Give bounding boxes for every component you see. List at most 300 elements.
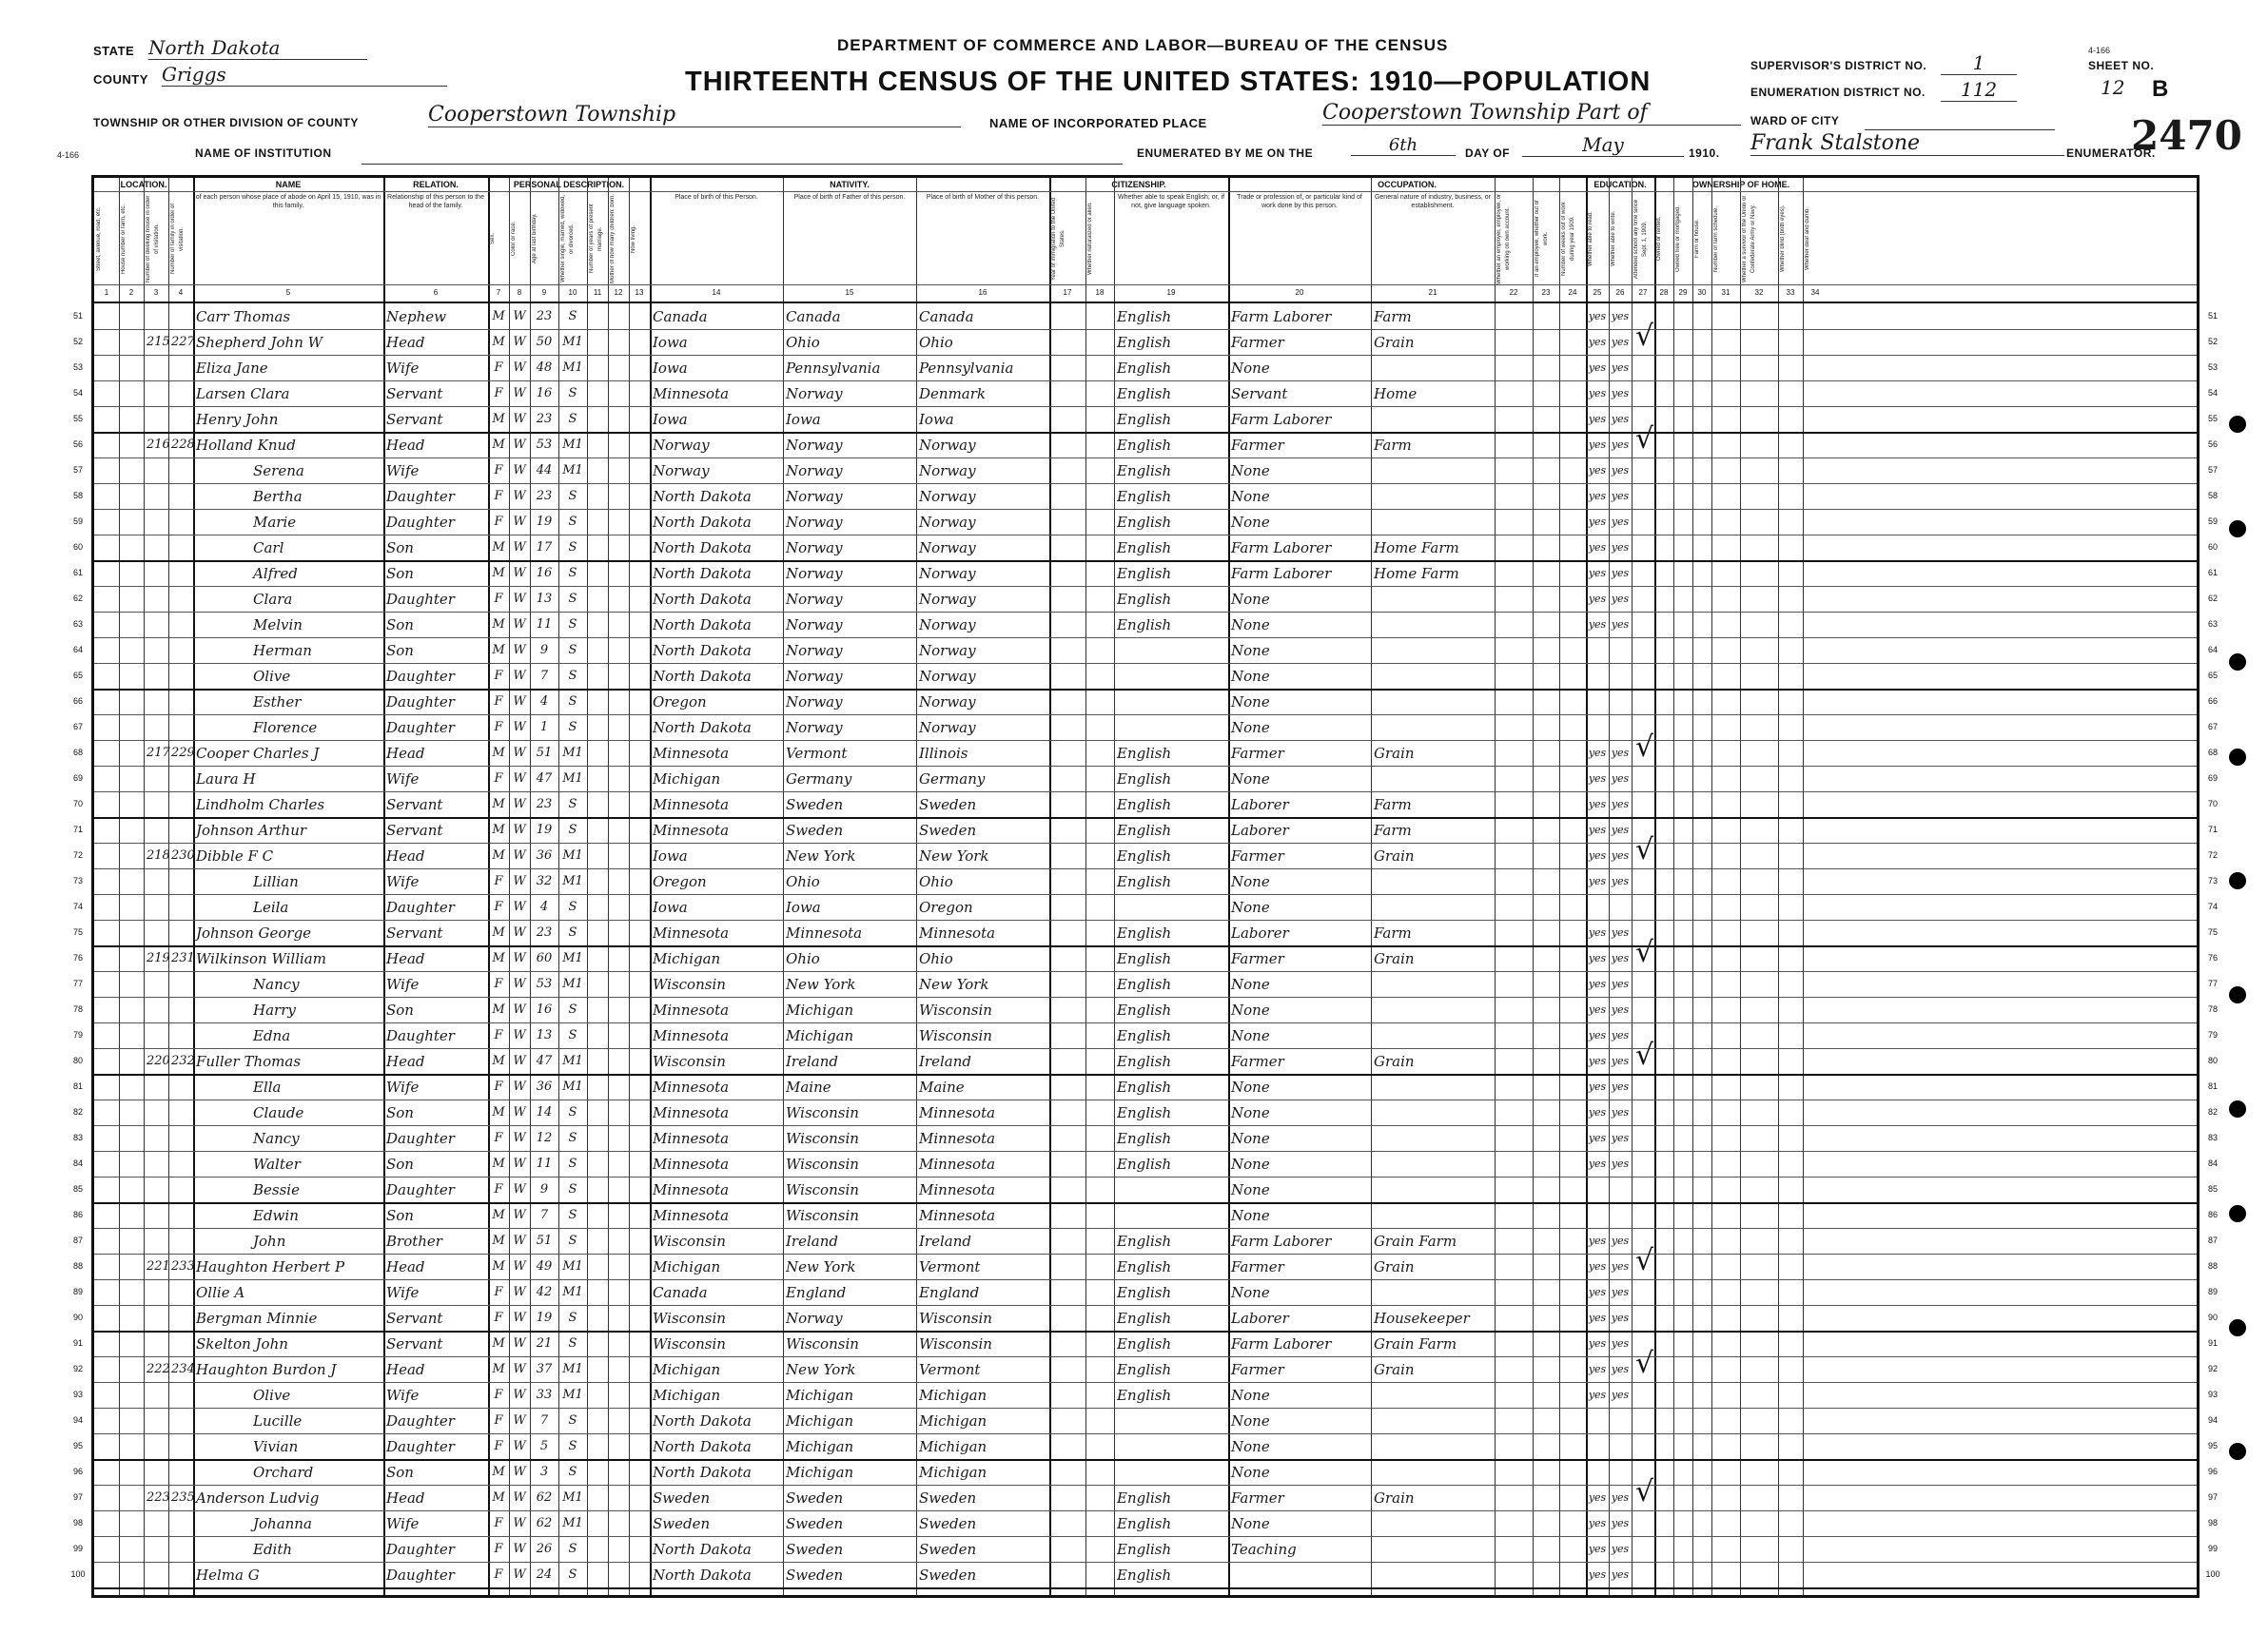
cell-age: 11 (536, 1157, 553, 1171)
cell-fam: 232 (171, 1054, 195, 1068)
cell-race: W (513, 1567, 526, 1582)
cell-ms: M1 (562, 360, 583, 375)
cell-education: yes (1588, 438, 1607, 451)
line-number: 52 (2207, 337, 2218, 346)
cell-ms: S (568, 1542, 577, 1556)
column-number: 3 (153, 288, 159, 297)
cell-age: 16 (536, 566, 553, 580)
cell-education: yes (1588, 387, 1607, 399)
state-value: North Dakota (148, 36, 367, 60)
column-number: 7 (496, 288, 501, 297)
line-number: 71 (72, 825, 83, 834)
cell-fbp: Germany (786, 770, 852, 788)
cell-education: yes (1611, 747, 1630, 759)
cell-fbp: Norway (786, 514, 843, 531)
cell-rel: Wife (386, 976, 420, 993)
cell-education: yes (1611, 541, 1630, 554)
line-number: 52 (72, 337, 83, 346)
cell-mbp: Norway (919, 437, 976, 454)
column-number: 5 (285, 288, 291, 297)
cell-name: Bergman Minnie (196, 1310, 318, 1327)
cell-fbp: Ireland (786, 1233, 838, 1250)
column-description: If an employee, whether out of work. (1535, 200, 1549, 278)
line-number: 87 (2207, 1236, 2218, 1245)
line-number: 84 (2207, 1158, 2218, 1168)
enumerator-label: ENUMERATOR. (2066, 146, 2156, 160)
cell-fbp: Norway (786, 693, 843, 710)
cell-education: yes (1611, 798, 1630, 810)
cell-fbp: New York (786, 847, 856, 865)
binder-hole (2229, 986, 2246, 1003)
cell-education: yes (1588, 875, 1607, 887)
cell-ind: Farm (1374, 308, 1412, 325)
cell-bp: Wisconsin (653, 1053, 726, 1070)
supervisor-value: 1 (1941, 51, 2017, 75)
cell-lang: English (1117, 360, 1172, 377)
cell-sex: M (492, 1002, 505, 1017)
cell-occ: Laborer (1231, 1310, 1289, 1327)
cell-race: W (513, 335, 526, 349)
line-number: 79 (72, 1030, 83, 1040)
cell-bp: Oregon (653, 873, 707, 890)
cell-age: 13 (536, 1028, 553, 1042)
cell-lang: English (1117, 1156, 1172, 1173)
cell-ind: Grain (1374, 1489, 1415, 1507)
cell-bp: North Dakota (653, 591, 752, 608)
cell-sex: F (494, 592, 503, 606)
cell-occ: Farm Laborer (1231, 411, 1332, 428)
cell-fbp: Sweden (786, 1567, 844, 1584)
cell-sex: F (494, 1567, 503, 1582)
cell-fbp: Michigan (786, 1464, 854, 1481)
cell-fbp: Ohio (786, 873, 820, 890)
cell-mbp: Michigan (919, 1438, 987, 1455)
line-number: 66 (2207, 696, 2218, 706)
cell-bp: Minnesota (653, 1002, 730, 1019)
header-divider (94, 302, 2197, 303)
line-number: 95 (72, 1441, 83, 1450)
cell-education: yes (1611, 387, 1630, 399)
row-divider (94, 1279, 2197, 1280)
cell-ms: S (568, 1413, 577, 1428)
cell-name: Ollie A (196, 1284, 245, 1301)
line-number: 69 (2207, 773, 2218, 783)
column-number: 18 (1095, 288, 1105, 297)
ward-line (1865, 127, 2055, 130)
column-description: Place of birth of Father of this person. (793, 194, 906, 201)
cell-age: 53 (536, 438, 553, 452)
cell-name: Haughton Herbert P (196, 1258, 345, 1275)
cell-mbp: Norway (919, 616, 976, 633)
cell-bp: Minnesota (653, 1207, 730, 1224)
line-number: 74 (72, 902, 83, 911)
cell-education: yes (1611, 978, 1630, 990)
cell-rel: Head (386, 1053, 425, 1070)
cell-education: yes (1611, 926, 1630, 939)
cell-education: yes (1611, 336, 1630, 348)
header-divider (94, 284, 2197, 285)
column-number: 11 (593, 288, 602, 297)
cell-sex: F (494, 874, 503, 888)
cell-age: 9 (539, 643, 549, 657)
cell-race: W (513, 977, 526, 991)
cell-ind: Home (1374, 385, 1418, 402)
line-number: 100 (70, 1569, 86, 1579)
column-description: Number of family in order of visitation. (170, 203, 185, 275)
cell-sex: M (492, 848, 505, 863)
column-number: 34 (1810, 288, 1820, 297)
cell-education: yes (1588, 1491, 1607, 1504)
line-number: 91 (72, 1338, 83, 1348)
column-description: Whether deaf and dumb. (1805, 206, 1810, 271)
cell-occ: Farmer (1231, 950, 1284, 967)
cell-sex: M (492, 617, 505, 632)
cell-rel: Servant (386, 822, 443, 839)
cell-bp: Minnesota (653, 1130, 730, 1147)
cell-sex: M (492, 925, 505, 940)
line-number: 61 (72, 568, 83, 577)
cell-education: yes (1611, 1106, 1630, 1119)
line-number: 75 (2207, 927, 2218, 937)
column-number: 12 (614, 288, 623, 297)
cell-mbp: Canada (919, 308, 974, 325)
cell-ind: Home Farm (1374, 539, 1459, 556)
cell-occ: None (1231, 616, 1270, 633)
cell-education: yes (1588, 824, 1607, 836)
cell-sex: F (494, 1439, 503, 1453)
cell-education: yes (1611, 1517, 1630, 1529)
cell-rel: Daughter (386, 1027, 455, 1044)
cell-occ: None (1231, 1412, 1270, 1430)
cell-age: 51 (536, 1234, 553, 1248)
column-description: Whether able to speak English; or, if not, give language spoken. (1117, 194, 1225, 209)
column-number: 8 (517, 288, 522, 297)
cell-rel: Head (386, 745, 425, 762)
line-number: 62 (72, 594, 83, 603)
cell-mbp: Ohio (919, 873, 953, 890)
row-divider (94, 560, 2197, 562)
cell-age: 19 (536, 1311, 553, 1325)
cell-bp: Iowa (653, 360, 688, 377)
row-divider (94, 1125, 2197, 1126)
cell-ms: S (568, 1465, 577, 1479)
cell-sex: M (492, 1465, 505, 1479)
cell-age: 60 (536, 951, 553, 965)
cell-name: Haughton Burdon J (196, 1361, 337, 1378)
cell-race: W (513, 463, 526, 477)
line-number: 86 (72, 1210, 83, 1219)
cell-dw: 218 (147, 848, 170, 863)
column-description: Owned or rented. (1656, 216, 1662, 262)
cell-age: 26 (536, 1542, 553, 1556)
cell-name: Alfred (253, 565, 298, 582)
cell-mbp: Vermont (919, 1361, 981, 1378)
cell-sex: F (494, 720, 503, 734)
column-description: of each person whose place of abode on April 15, 1910, was in this family. (195, 194, 381, 209)
row-divider (94, 612, 2197, 613)
row-divider (94, 920, 2197, 921)
cell-education: yes (1611, 413, 1630, 425)
cell-lang: English (1117, 873, 1172, 890)
cell-dw: 217 (147, 746, 170, 760)
cell-name: John (253, 1233, 286, 1250)
township-value: Cooperstown Township (428, 103, 961, 127)
cell-occ: None (1231, 668, 1270, 685)
column-number: 22 (1509, 288, 1518, 297)
cell-mbp: Wisconsin (919, 1002, 992, 1019)
row-divider (94, 1074, 2197, 1076)
cell-bp: Canada (653, 1284, 708, 1301)
column-group-header: OCCUPATION. (1378, 180, 1437, 189)
column-number: 30 (1697, 288, 1707, 297)
cell-lang: English (1117, 1258, 1172, 1275)
cell-mbp: New York (919, 847, 989, 865)
cell-sex: F (494, 386, 503, 400)
cell-mbp: Norway (919, 514, 976, 531)
line-number: 74 (2207, 902, 2218, 911)
cell-name: Johanna (253, 1515, 312, 1532)
cell-bp: Oregon (653, 693, 707, 710)
line-number: 57 (72, 465, 83, 475)
check-mark: √ (1635, 936, 1654, 969)
cell-mbp: Iowa (919, 411, 954, 428)
incorporated-value: Cooperstown Township Part of (1322, 101, 1741, 126)
cell-education: yes (1588, 772, 1607, 785)
column-description: Relationship of this person to the head of the family. (387, 194, 484, 209)
cell-ms: M1 (562, 1259, 583, 1274)
cell-ms: S (568, 1028, 577, 1042)
row-divider (94, 432, 2197, 434)
cell-name: Cooper Charles J (196, 745, 320, 762)
cell-age: 47 (536, 771, 553, 786)
row-divider (94, 380, 2197, 381)
cell-sex: M (492, 951, 505, 965)
cell-mbp: Minnesota (919, 1156, 996, 1173)
row-divider (94, 509, 2197, 510)
cell-ms: S (568, 1234, 577, 1248)
line-number: 77 (72, 979, 83, 988)
cell-occ: Laborer (1231, 925, 1289, 942)
cell-mbp: Norway (919, 591, 976, 608)
census-table (70, 175, 2220, 1598)
cell-education: yes (1611, 490, 1630, 502)
row-divider (94, 1408, 2197, 1409)
sheet-letter: B (2152, 76, 2169, 102)
cell-fbp: Wisconsin (786, 1156, 859, 1173)
column-description: Sex. (490, 233, 496, 245)
column-description: Street, avenue, road, etc. (96, 206, 102, 271)
row-divider (94, 637, 2197, 638)
line-number: 53 (72, 362, 83, 372)
row-divider (94, 945, 2197, 947)
cell-fbp: Iowa (786, 899, 821, 916)
cell-education: yes (1588, 567, 1607, 579)
cell-occ: Farmer (1231, 847, 1284, 865)
cell-bp: Minnesota (653, 1156, 730, 1173)
cell-fbp: Norway (786, 437, 843, 454)
cell-sex: M (492, 1054, 505, 1068)
cell-rel: Head (386, 1258, 425, 1275)
cell-bp: North Dakota (653, 514, 752, 531)
check-mark: √ (1635, 1039, 1654, 1072)
cell-age: 47 (536, 1054, 553, 1068)
cell-bp: Sweden (653, 1515, 711, 1532)
row-divider (94, 894, 2197, 895)
column-group-header: CITIZENSHIP. (1111, 180, 1166, 189)
cell-bp: Iowa (653, 847, 688, 865)
cell-education: yes (1611, 1080, 1630, 1093)
line-number: 59 (72, 516, 83, 526)
cell-lang: English (1117, 1053, 1172, 1070)
column-description: Number of farm schedule. (1713, 205, 1719, 272)
column-number: 27 (1638, 288, 1648, 297)
cell-ind: Grain Farm (1374, 1233, 1457, 1250)
cell-age: 48 (536, 360, 553, 375)
cell-age: 62 (536, 1490, 553, 1505)
cell-race: W (513, 669, 526, 683)
column-description: Now living. (631, 224, 636, 253)
cell-education: yes (1611, 1003, 1630, 1016)
cell-dw: 215 (147, 335, 170, 349)
cell-lang: English (1117, 1489, 1172, 1507)
column-description: Place of birth of Mother of this person. (926, 194, 1040, 201)
cell-lang: English (1117, 822, 1172, 839)
cell-name: Edith (253, 1541, 293, 1558)
cell-occ: None (1231, 1104, 1270, 1121)
cell-ms: S (568, 1131, 577, 1145)
line-number: 98 (72, 1518, 83, 1528)
cell-name: Johnson George (196, 925, 312, 942)
cell-age: 33 (536, 1388, 553, 1402)
cell-rel: Brother (386, 1233, 442, 1250)
line-number: 81 (2207, 1081, 2218, 1091)
cell-education: yes (1588, 747, 1607, 759)
line-number: 76 (72, 953, 83, 963)
cell-rel: Head (386, 334, 425, 351)
cell-ms: S (568, 1336, 577, 1351)
cell-name: Skelton John (196, 1335, 288, 1353)
column-number: 23 (1541, 288, 1551, 297)
cell-education: yes (1588, 1132, 1607, 1144)
cell-race: W (513, 309, 526, 323)
cell-bp: Minnesota (653, 385, 730, 402)
ed-value: 112 (1941, 78, 2017, 102)
line-number: 67 (2207, 722, 2218, 731)
cell-name: Leila (253, 899, 289, 916)
cell-age: 53 (536, 977, 553, 991)
cell-sex: F (494, 1311, 503, 1325)
cell-ms: S (568, 515, 577, 529)
cell-education: yes (1611, 772, 1630, 785)
cell-bp: Michigan (653, 950, 721, 967)
column-description: Number of years of present marriage. (589, 204, 603, 274)
cell-sex: M (492, 1234, 505, 1248)
enumerator-name: Frank Stalstone (1750, 131, 2064, 156)
cell-lang: English (1117, 462, 1172, 479)
cell-bp: Iowa (653, 899, 688, 916)
cell-name: Clara (253, 591, 293, 608)
cell-race: W (513, 1362, 526, 1376)
cell-education: yes (1588, 798, 1607, 810)
column-number: 29 (1678, 288, 1688, 297)
cell-fbp: Norway (786, 591, 843, 608)
cell-education: yes (1611, 1029, 1630, 1041)
cell-mbp: Sweden (919, 1567, 977, 1584)
column-description: Owned free or mortgaged. (1675, 204, 1681, 273)
cell-bp: Canada (653, 308, 708, 325)
line-number: 55 (72, 414, 83, 423)
cell-fbp: Ohio (786, 950, 820, 967)
cell-ms: S (568, 412, 577, 426)
cell-ind: Grain (1374, 745, 1415, 762)
cell-sex: F (494, 1285, 503, 1299)
cell-ms: M1 (562, 1516, 583, 1530)
cell-sex: F (494, 1516, 503, 1530)
cell-occ: Laborer (1231, 822, 1289, 839)
column-number: 16 (978, 288, 987, 297)
cell-sex: M (492, 540, 505, 555)
cell-ind: Grain Farm (1374, 1335, 1457, 1353)
cell-sex: M (492, 643, 505, 657)
cell-bp: Minnesota (653, 1181, 730, 1198)
cell-occ: None (1231, 360, 1270, 377)
cell-race: W (513, 848, 526, 863)
cell-ms: M1 (562, 1285, 583, 1299)
cell-fbp: Michigan (786, 1412, 854, 1430)
line-number: 98 (2207, 1518, 2218, 1528)
cell-age: 23 (536, 412, 553, 426)
column-description: Whether able to write. (1611, 210, 1616, 267)
column-number: 21 (1428, 288, 1437, 297)
cell-race: W (513, 874, 526, 888)
column-description: Number of dwelling house in order of visitation. (146, 195, 160, 282)
column-number: 6 (433, 288, 439, 297)
cell-rel: Son (386, 539, 414, 556)
cell-race: W (513, 1105, 526, 1119)
cell-lang: English (1117, 411, 1172, 428)
cell-occ: None (1231, 1515, 1270, 1532)
cell-race: W (513, 1388, 526, 1402)
binder-hole (2229, 520, 2246, 537)
column-description: Attended school any time since Sept. 1, 1909. (1633, 199, 1648, 279)
cell-fbp: Maine (786, 1079, 831, 1096)
cell-mbp: Vermont (919, 1258, 981, 1275)
cell-fbp: Pennsylvania (786, 360, 881, 377)
cell-mbp: Norway (919, 668, 976, 685)
cell-lang: English (1117, 1335, 1172, 1353)
cell-mbp: Michigan (919, 1464, 987, 1481)
row-divider (94, 1587, 2197, 1589)
line-number: 72 (2207, 850, 2218, 860)
cell-age: 12 (536, 1131, 553, 1145)
column-number: 20 (1295, 288, 1304, 297)
cell-mbp: England (919, 1284, 980, 1301)
cell-education: yes (1588, 1337, 1607, 1350)
cell-education: yes (1611, 1568, 1630, 1581)
cell-rel: Servant (386, 1335, 443, 1353)
cell-bp: North Dakota (653, 642, 752, 659)
cell-lang: English (1117, 1002, 1172, 1019)
cell-lang: English (1117, 1079, 1172, 1096)
cell-lang: English (1117, 514, 1172, 531)
cell-rel: Daughter (386, 719, 455, 736)
cell-race: W (513, 489, 526, 503)
line-number: 92 (2207, 1364, 2218, 1373)
cell-fam: 228 (171, 438, 195, 452)
row-divider (94, 971, 2197, 972)
cell-lang: English (1117, 1284, 1172, 1301)
cell-lang: English (1117, 1567, 1172, 1584)
